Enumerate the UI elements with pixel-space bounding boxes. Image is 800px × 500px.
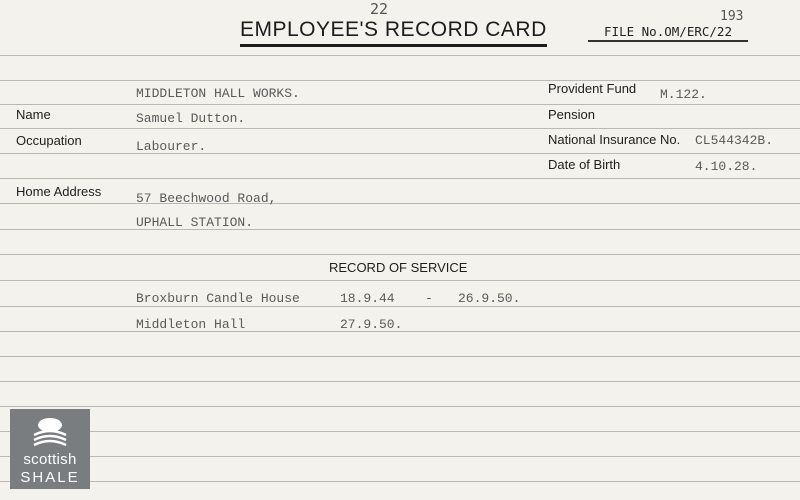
- card-rule: [0, 153, 800, 154]
- works-value: MIDDLETON HALL WORKS.: [136, 86, 300, 101]
- date-of-birth-label: Date of Birth: [548, 157, 621, 172]
- service-from: 27.9.50.: [340, 317, 403, 332]
- service-place: Middleton Hall: [136, 317, 246, 332]
- home-address-label: Home Address: [16, 184, 102, 199]
- shale-bing-logo-icon: [30, 415, 70, 449]
- national-insurance-value: CL544342B.: [695, 133, 774, 148]
- card-rule: [0, 55, 800, 56]
- record-of-service-heading: RECORD OF SERVICE: [329, 260, 468, 275]
- card-rule: [0, 431, 800, 432]
- card-rule: [0, 104, 800, 105]
- card-rule: [0, 128, 800, 129]
- date-of-birth-value: 4.10.28.: [695, 159, 758, 174]
- card-rule: [0, 456, 800, 457]
- handwritten-corner-number: 193: [720, 9, 744, 24]
- card-rule: [0, 280, 800, 281]
- handwritten-number: 22: [370, 0, 389, 18]
- card-rule: [0, 178, 800, 179]
- address-line-1: 57 Beechwood Road,: [136, 191, 277, 206]
- card-rule: [0, 80, 800, 81]
- card-rule: [0, 229, 800, 230]
- card-rule: [0, 406, 800, 407]
- card-rule: [0, 306, 800, 307]
- service-from: 18.9.44: [340, 291, 395, 306]
- national-insurance-label: National Insurance No.: [548, 132, 681, 147]
- file-number: FILE No.OM/ERC/22: [588, 24, 748, 42]
- provident-fund-value: M.122.: [660, 87, 707, 102]
- logo-text-shale: SHALE: [20, 469, 80, 486]
- service-place: Broxburn Candle House: [136, 291, 300, 306]
- card-rule: [0, 203, 800, 204]
- occupation-value: Labourer.: [136, 139, 207, 154]
- service-to: 26.9.50.: [458, 291, 521, 306]
- provident-fund-label: Provident Fund: [548, 81, 637, 96]
- card-rule: [0, 356, 800, 357]
- card-rule: [0, 481, 800, 482]
- address-line-2: UPHALL STATION.: [136, 215, 254, 230]
- card-rule: [0, 254, 800, 255]
- card-rule: [0, 381, 800, 382]
- card-title: EMPLOYEE'S RECORD CARD: [240, 18, 547, 47]
- name-value: Samuel Dutton.: [136, 111, 246, 126]
- pension-label: Pension: [548, 107, 595, 122]
- name-label: Name: [16, 107, 51, 122]
- scottish-shale-logo: [10, 409, 90, 489]
- service-dash: -: [425, 291, 433, 306]
- logo-text-scottish: scottish: [23, 451, 77, 468]
- occupation-label: Occupation: [16, 133, 82, 148]
